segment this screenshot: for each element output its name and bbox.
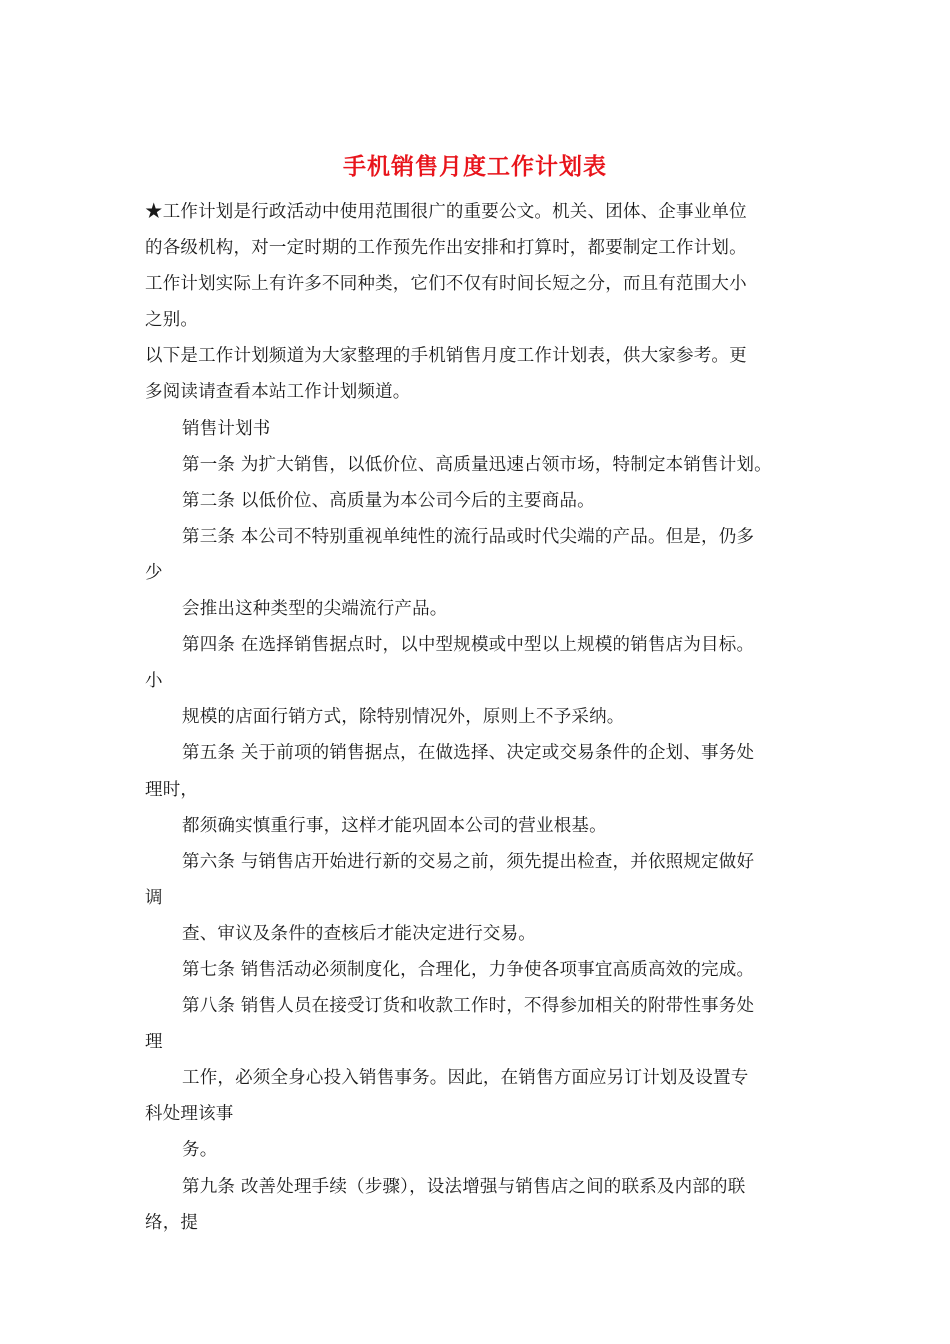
text-line: 理 <box>145 1032 163 1053</box>
text-line: 工作，必须全身心投入销售事务。因此，在销售方面应另订计划及设置专 <box>182 1068 749 1089</box>
text-line: 小 <box>145 671 163 692</box>
text-line: 会推出这种类型的尖端流行产品。 <box>182 599 448 620</box>
text-line: 都须确实慎重行事，这样才能巩固本公司的营业根基。 <box>182 815 607 836</box>
text-line: 销售计划书 <box>182 418 271 439</box>
text-line: 第二条 以低价位、高质量为本公司今后的主要商品。 <box>182 490 595 511</box>
text-line: 第五条 关于前项的销售据点，在做选择、决定或交易条件的企划、事务处 <box>182 743 755 764</box>
text-line: 多阅读请查看本站工作计划频道。 <box>145 382 411 403</box>
text-line: 第九条 改善处理手续（步骤），设法增强与销售店之间的联系及内部的联 <box>182 1176 746 1197</box>
text-line: 务。 <box>182 1140 218 1161</box>
text-line: 络，提 <box>145 1212 199 1233</box>
text-line: 科处理该事 <box>145 1104 234 1125</box>
text-line: 理时， <box>145 779 199 800</box>
text-line: 的各级机构，对一定时期的工作预先作出安排和打算时，都要制定工作计划。 <box>145 238 747 259</box>
text-line: 调 <box>145 887 163 908</box>
text-line: 之别。 <box>145 310 199 331</box>
text-line: 第七条 销售活动必须制度化，合理化，力争使各项事宜高质高效的完成。 <box>182 959 755 980</box>
text-line: 第一条 为扩大销售，以低价位、高质量迅速占领市场，特制定本销售计划。 <box>182 454 772 475</box>
text-line: 少 <box>145 562 163 583</box>
text-line: 查、审议及条件的查核后才能决定进行交易。 <box>182 923 536 944</box>
text-line: 规模的店面行销方式，除特别情况外，原则上不予采纳。 <box>182 707 625 728</box>
text-line: 第四条 在选择销售据点时，以中型规模或中型以上规模的销售店为目标。 <box>182 635 755 656</box>
text-line: 第八条 销售人员在接受订货和收款工作时，不得参加相关的附带性事务处 <box>182 996 755 1017</box>
text-line: 工作计划实际上有许多不同种类，它们不仅有时间长短之分，而且有范围大小 <box>145 274 747 295</box>
text-line: 第六条 与销售店开始进行新的交易之前，须先提出检查，并依照规定做好 <box>182 851 755 872</box>
document-title: 手机销售月度工作计划表 <box>343 153 607 180</box>
document-body <box>145 198 835 1245</box>
text-line: ★工作计划是行政活动中使用范围很广的重要公文。机关、团体、企事业单位 <box>145 202 747 222</box>
text-line: 第三条 本公司不特别重视单纯性的流行品或时代尖端的产品。但是，仍多 <box>182 526 755 547</box>
text-line: 以下是工作计划频道为大家整理的手机销售月度工作计划表，供大家参考。更 <box>145 346 747 367</box>
